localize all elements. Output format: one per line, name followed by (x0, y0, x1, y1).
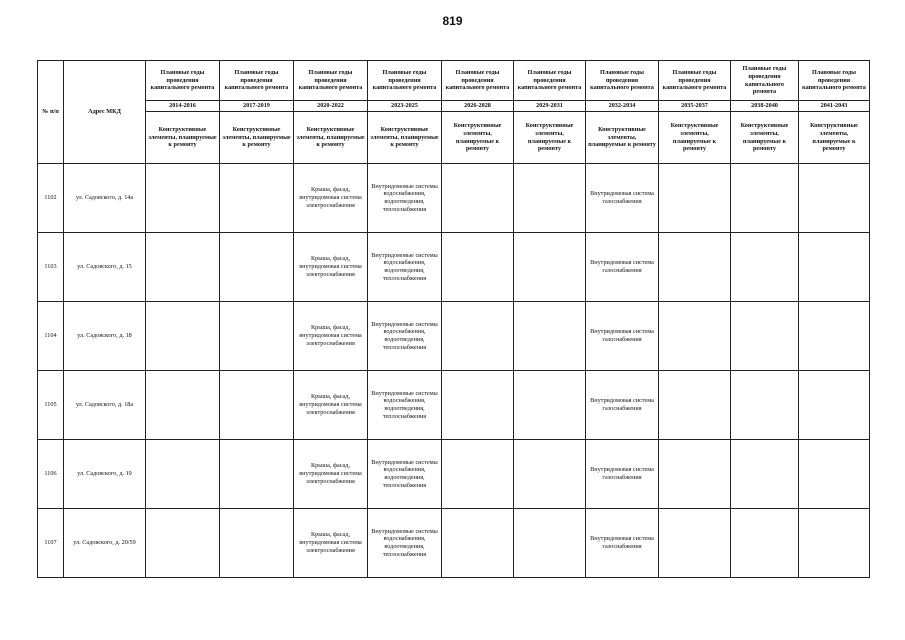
period-years: 2029-2031 (514, 101, 586, 112)
repair-elements-cell: Внутридомовые системы водоснабжения, водоотведения, теплоснабжения (368, 371, 442, 440)
plan-years-header: Плановые годы проведения капитального ремонта (514, 61, 586, 101)
row-number: 1104 (38, 302, 64, 371)
plan-years-header: Плановые годы проведения капитального ремонта (146, 61, 220, 101)
plan-years-header: Плановые годы проведения капитального ремонта (294, 61, 368, 101)
elements-header: Конструктивные элементы, планируемые к ремонту (442, 112, 514, 164)
row-address: ул. Садовского, д. 18 (64, 302, 146, 371)
repair-elements-cell: Крыша, фасад, внутридомовая система электроснабжения (294, 164, 368, 233)
table-row (38, 233, 870, 302)
header-row-years (38, 101, 870, 112)
period-years: 2038-2040 (731, 101, 799, 112)
period-years: 2020-2022 (294, 101, 368, 112)
repair-elements-cell (731, 440, 799, 509)
header-row-elements (38, 112, 870, 164)
repair-elements-cell (442, 509, 514, 578)
elements-header: Конструктивные элементы, планируемые к ремонту (799, 112, 870, 164)
period-years: 2035-2037 (659, 101, 731, 112)
plan-years-header: Плановые годы проведения капитального ремонта (799, 61, 870, 101)
plan-years-header: Плановые годы проведения капитального ремонта (731, 61, 799, 101)
row-number: 1103 (38, 233, 64, 302)
repair-elements-cell (146, 302, 220, 371)
repair-elements-cell: Крыша, фасад, внутридомовая система электроснабжения (294, 440, 368, 509)
repair-elements-cell (146, 509, 220, 578)
header-row-plan (38, 61, 870, 101)
repair-elements-cell: Внутридомовая система газоснабжения (586, 164, 659, 233)
repair-elements-cell (442, 371, 514, 440)
row-number: 1106 (38, 440, 64, 509)
repair-elements-cell (731, 371, 799, 440)
elements-header: Конструктивные элементы, планируемые к ремонту (294, 112, 368, 164)
repair-elements-cell (220, 371, 294, 440)
plan-years-header: Плановые годы проведения капитального ремонта (659, 61, 731, 101)
repair-elements-cell (514, 164, 586, 233)
repair-elements-cell (731, 302, 799, 371)
col-num-header: № п/п (38, 61, 64, 164)
elements-header: Конструктивные элементы, планируемые к ремонту (514, 112, 586, 164)
repair-elements-cell (220, 164, 294, 233)
repair-elements-cell: Крыша, фасад, внутридомовая система электроснабжения (294, 509, 368, 578)
repair-elements-cell: Внутридомовая система газоснабжения (586, 371, 659, 440)
period-years: 2014-2016 (146, 101, 220, 112)
table-row (38, 164, 870, 233)
repair-elements-cell: Внутридомовая система газоснабжения (586, 233, 659, 302)
repair-elements-cell (731, 509, 799, 578)
repair-elements-cell (731, 233, 799, 302)
period-years: 2017-2019 (220, 101, 294, 112)
elements-header: Конструктивные элементы, планируемые к ремонту (731, 112, 799, 164)
row-address: ул. Садовского, д. 14а (64, 164, 146, 233)
repair-elements-cell (146, 164, 220, 233)
repair-elements-cell (659, 440, 731, 509)
elements-header: Конструктивные элементы, планируемые к ремонту (659, 112, 731, 164)
repair-elements-cell (799, 233, 870, 302)
repair-elements-cell: Внутридомовая система газоснабжения (586, 302, 659, 371)
repair-elements-cell (220, 302, 294, 371)
repair-elements-cell (220, 440, 294, 509)
repair-elements-cell: Внутридомовые системы водоснабжения, водоотведения, теплоснабжения (368, 440, 442, 509)
page-number: 819 (442, 14, 463, 28)
plan-years-header: Плановые годы проведения капитального ремонта (220, 61, 294, 101)
capital-repair-table (37, 60, 870, 578)
period-years: 2041-2043 (799, 101, 870, 112)
repair-elements-cell: Внутридомовые системы водоснабжения, водоотведения, теплоснабжения (368, 233, 442, 302)
plan-years-header: Плановые годы проведения капитального ремонта (368, 61, 442, 101)
table-body (38, 164, 870, 578)
repair-elements-cell: Внутридомовые системы водоснабжения, водоотведения, теплоснабжения (368, 164, 442, 233)
repair-elements-cell (220, 233, 294, 302)
repair-elements-cell (442, 164, 514, 233)
repair-elements-cell (514, 509, 586, 578)
col-address-header: Адрес МКД (64, 61, 146, 164)
repair-elements-cell: Крыша, фасад, внутридомовая система электроснабжения (294, 233, 368, 302)
repair-elements-cell (514, 440, 586, 509)
repair-elements-cell (799, 164, 870, 233)
repair-elements-cell: Внутридомовые системы водоснабжения, водоотведения, теплоснабжения (368, 509, 442, 578)
table-row (38, 509, 870, 578)
repair-elements-cell (514, 233, 586, 302)
repair-elements-cell: Крыша, фасад, внутридомовая система электроснабжения (294, 302, 368, 371)
repair-elements-cell (442, 302, 514, 371)
row-number: 1107 (38, 509, 64, 578)
repair-elements-cell (146, 440, 220, 509)
repair-elements-cell: Внутридомовая система газоснабжения (586, 509, 659, 578)
elements-header: Конструктивные элементы, планируемые к ремонту (220, 112, 294, 164)
repair-elements-cell (659, 164, 731, 233)
table-row (38, 440, 870, 509)
repair-elements-cell (514, 371, 586, 440)
repair-elements-cell: Крыша, фасад, внутридомовая система электроснабжения (294, 371, 368, 440)
repair-elements-cell: Внутридомовая система газоснабжения (586, 440, 659, 509)
elements-header: Конструктивные элементы, планируемые к ремонту (586, 112, 659, 164)
period-years: 2026-2028 (442, 101, 514, 112)
plan-years-header: Плановые годы проведения капитального ремонта (442, 61, 514, 101)
repair-elements-cell (799, 440, 870, 509)
repair-elements-cell (442, 440, 514, 509)
repair-elements-cell (220, 509, 294, 578)
period-years: 2023-2025 (368, 101, 442, 112)
repair-elements-cell (799, 509, 870, 578)
row-address: ул. Садовского, д. 15 (64, 233, 146, 302)
repair-elements-cell (146, 371, 220, 440)
plan-years-header: Плановые годы проведения капитального ремонта (586, 61, 659, 101)
row-number: 1105 (38, 371, 64, 440)
repair-elements-cell: Внутридомовые системы водоснабжения, водоотведения, теплоснабжения (368, 302, 442, 371)
period-years: 2032-2034 (586, 101, 659, 112)
repair-elements-cell (659, 233, 731, 302)
row-address: ул. Садовского, д. 18а (64, 371, 146, 440)
repair-elements-cell (659, 509, 731, 578)
repair-elements-cell (799, 371, 870, 440)
repair-elements-cell (799, 302, 870, 371)
repair-elements-cell (659, 371, 731, 440)
table-row (38, 302, 870, 371)
repair-elements-cell (146, 233, 220, 302)
table-header (38, 61, 870, 164)
repair-elements-cell (514, 302, 586, 371)
row-address: ул. Садовского, д. 19 (64, 440, 146, 509)
repair-elements-cell (659, 302, 731, 371)
elements-header: Конструктивные элементы, планируемые к ремонту (146, 112, 220, 164)
elements-header: Конструктивные элементы, планируемые к ремонту (368, 112, 442, 164)
row-number: 1102 (38, 164, 64, 233)
repair-elements-cell (442, 233, 514, 302)
table-row (38, 371, 870, 440)
row-address: ул. Садовского, д. 20/59 (64, 509, 146, 578)
repair-elements-cell (731, 164, 799, 233)
